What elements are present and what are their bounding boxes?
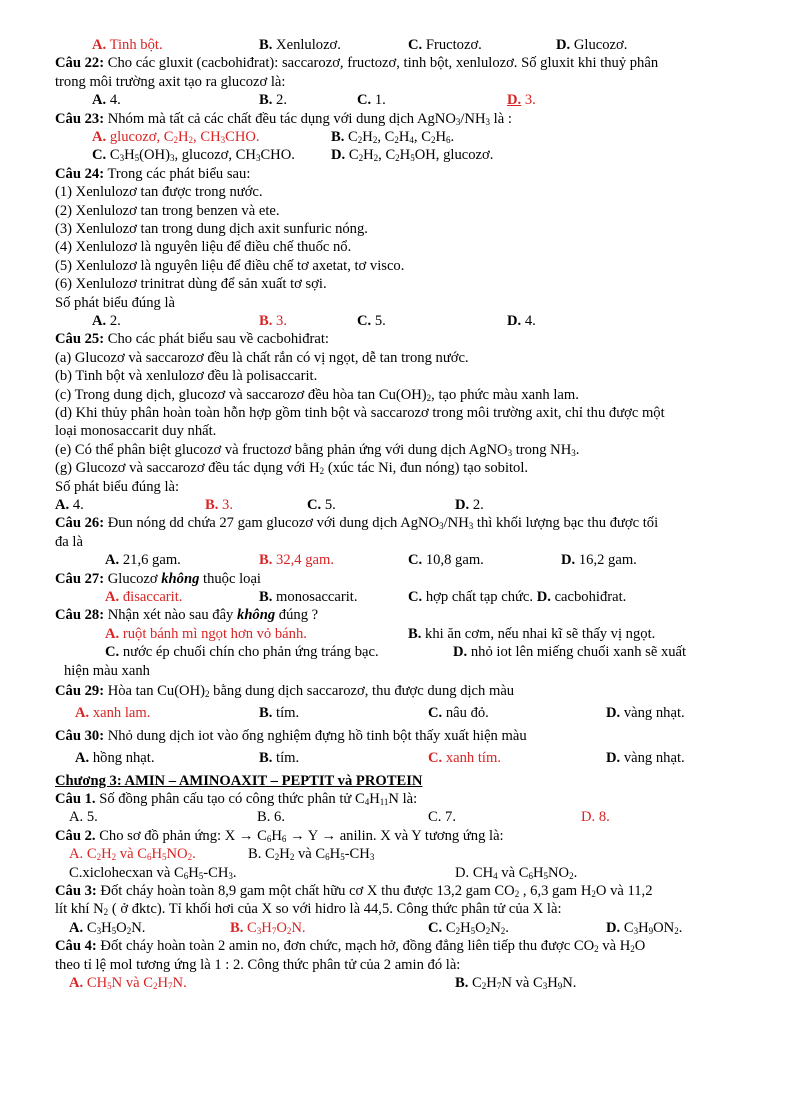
option: C.xiclohecxan và $C_6H_5-CH_3$. — [69, 864, 237, 881]
option: D. $C_2H_2$, $C_2H_5OH$, glucozơ. — [331, 147, 494, 164]
q21-options — [55, 36, 764, 54]
option: B. 2. — [259, 92, 287, 109]
q27-options — [55, 588, 764, 606]
question-30: Câu 30: Nhỏ dung dịch iot vào ống nghiệm đựng hồ tinh bột thấy xuất hiện màu — [55, 727, 527, 744]
option: B. 32,4 gam. — [259, 552, 335, 569]
option: C. 5. — [357, 313, 386, 330]
option: D. Glucozơ. — [556, 37, 628, 53]
statement: (1) Xenlulozơ tan được trong nước. — [55, 184, 263, 201]
option: A. $CH_5N$ và $C_2H_7N$. — [69, 975, 187, 992]
question-22-cont: trong môi trường axit tạo ra glucozơ là: — [55, 73, 286, 90]
question-26: Câu 26: Đun nóng dd chứa 27 gam glucozơ với dung dịch $AgNO_3/NH_3$ thì khối lượng bạc thu được tối — [55, 515, 659, 532]
option: B. monosaccarit. — [259, 589, 358, 606]
option: D. 4. — [507, 313, 536, 330]
statement: (4) Xenlulozơ là nguyên liệu để điều chế thuốc nổ. — [55, 239, 352, 256]
question-c3-1: Câu 1. Số đồng phân cấu tạo có công thức phân tử $C_4H_{11}N$ là: — [55, 791, 418, 808]
option: A. 21,6 gam. — [105, 552, 181, 569]
option: B. Xenlulozơ. — [259, 37, 341, 53]
option: C. nước ép chuối chín cho phản ứng tráng bạc. — [105, 644, 379, 661]
q22-options — [55, 91, 764, 109]
chapter-heading: Chương 3: AMIN – AMINOAXIT – PEPTIT và PROTEIN — [55, 772, 423, 789]
statement: Số phát biểu đúng là — [55, 294, 175, 311]
option: D. vàng nhạt. — [606, 705, 685, 722]
q26-options — [55, 551, 764, 569]
option: A. hồng nhạt. — [75, 750, 155, 767]
option: B. 3. — [259, 313, 287, 330]
option: B. $C_2H_2$ và $C_6H_5-CH_3$ — [248, 846, 375, 863]
question-29: Câu 29: Hòa $\tan Cu(OH)_2$ bằng dung dịch saccarozơ, thu được dung dịch màu — [55, 683, 515, 700]
c2-options-2 — [55, 864, 764, 882]
option: A. $C_2H_2$ và $C_6H_5NO_2$. — [69, 846, 196, 863]
option: A. 4. — [55, 497, 84, 514]
statement: (c) Trong dung dịch, glucozơ và saccarozơ đều hòa $\tan Cu(OH)_2$, tạo phức màu xanh lam. — [55, 386, 579, 403]
option: D. 8. — [581, 809, 610, 826]
option: C. 10,8 gam. — [408, 552, 484, 569]
option: C. nâu đỏ. — [428, 705, 489, 722]
c3-options — [55, 919, 764, 937]
q23-options-2 — [55, 146, 764, 164]
option: D. $CH_4$ và $C_6H_5NO_2$. — [455, 864, 578, 881]
question-c3-4: Câu 4: Đốt cháy hoàn toàn 2 amin no, đơn chức, mạch hở, đồng đẳng liên tiếp thu được $CO_2$ và $H_2O$ — [55, 938, 646, 955]
statement: Số phát biểu đúng là: — [55, 478, 180, 495]
option: A. $C_3H_5O_2N$. — [69, 919, 146, 936]
c1-options — [55, 808, 764, 826]
option: A. 4. — [92, 92, 121, 109]
option: B. $C_2H_2$, $C_2H_4$, $C_2H_6$. — [331, 129, 455, 145]
q28-options-1 — [55, 625, 764, 643]
question-22: Câu 22: Cho các gluxit (cacbohiđrat): saccarozơ, fructozơ, tinh bột, xenlulozơ. Số gluxit khi thuỷ phân — [55, 55, 659, 72]
question-23: Câu 23: Nhóm mà tất cả các chất đều tác dụng với dung dịch $AgNO_3/NH_3$ là : — [55, 110, 512, 127]
statement: (2) Xenlulozơ tan trong benzen và ete. — [55, 202, 280, 219]
statement: (6) Xenlulozơ trinitrat dùng để sản xuất tơ sợi. — [55, 276, 327, 293]
option: D. 3. — [507, 92, 536, 109]
question-c3-3: Câu 3: Đốt cháy hoàn toàn 8,9 gam một chất hữu cơ X thu được 13,2 gam $CO_2$ , 6,3 gam $H_2O$ và 11,2 — [55, 883, 653, 900]
question-28: Câu 28: Nhận xét nào sau đây không đúng ? — [55, 607, 319, 624]
q29-options — [55, 704, 764, 722]
option: D. vàng nhạt. — [606, 750, 685, 767]
statement: (g) Glucozơ và saccarozơ đều tác dụng với $H_2$ (xúc tác Ni, đun nóng) tạo sobitol. — [55, 460, 529, 477]
option-cont: hiện màu xanh — [64, 662, 150, 679]
q30-options — [55, 749, 764, 767]
option: A. 2. — [92, 313, 121, 330]
statement: (5) Xenlulozơ là nguyên liệu để điều chế tơ axetat, tơ visco. — [55, 257, 405, 274]
c4-options — [55, 974, 764, 992]
statement: (e) Có thể phân biệt glucozơ và fructozơ bằng phản ứng với dung dịch AgNO$_3$ trong $NH_3$. — [55, 441, 580, 458]
option: C. xanh tím. — [428, 750, 501, 767]
option: B. $C_2H_7N$ và $C_3H_9N$. — [455, 975, 577, 992]
option: B. 3. — [205, 497, 233, 514]
option: C. $C_3H_5(OH)_3$, glucozơ, $CH_3CHO$. — [92, 147, 295, 164]
option: C. $C_2H_5O_2N_2$. — [428, 919, 509, 936]
option: C. hợp chất tạp chức. D. cacbohiđrat. — [408, 589, 627, 606]
option: A. Tinh bột. — [92, 37, 163, 53]
q24-options — [55, 312, 764, 330]
option: C. Fructozơ. — [408, 37, 482, 53]
option: A. đisaccarit. — [105, 589, 183, 606]
option: D. $C_3H_9ON_2$. — [606, 919, 683, 936]
option: C. 7. — [428, 809, 456, 826]
question-24: Câu 24: Trong các phát biểu sau: — [55, 165, 251, 182]
option: D. 16,2 gam. — [561, 552, 637, 569]
question-27: Câu 27: Glucozơ không thuộc loại — [55, 570, 261, 587]
statement: (d) Khi thủy phân hoàn toàn hỗn hợp gồm tinh bột và saccarozơ trong môi trường axit, chỉ thu được một — [55, 405, 665, 422]
option: C. 1. — [357, 92, 386, 109]
arrow-icon: → — [290, 827, 305, 844]
statement: (b) Tinh bột và xenlulozơ đều là polisaccarit. — [55, 368, 318, 385]
option: B. tím. — [259, 750, 300, 767]
question-26-cont: đa là — [55, 533, 83, 550]
option: A. 5. — [69, 809, 98, 826]
option: B. 6. — [257, 809, 285, 826]
question-25: Câu 25: Cho các phát biểu sau về cacbohiđrat: — [55, 331, 329, 348]
option: A. xanh lam. — [75, 705, 151, 722]
option: D. nhỏ iot lên miếng chuối xanh sẽ xuất — [453, 644, 687, 661]
q23-options-1 — [55, 128, 764, 146]
statement: (3) Xenlulozơ tan trong dung dịch axit sunfuric nóng. — [55, 221, 368, 237]
option: B. khi ăn cơm, nếu nhai kĩ sẽ thấy vị ngọt. — [408, 625, 656, 642]
statement: (a) Glucozơ và saccarozơ đều là chất rắn có vị ngọt, dễ tan trong nước. — [55, 349, 469, 366]
arrow-icon: → — [238, 827, 254, 844]
question-c3-4-cont: theo tỉ lệ mol tương ứng là 1 : 2. Công thức phân tử của 2 amin đó là: — [55, 956, 461, 973]
option: A. ruột bánh mì ngọt hơn vỏ bánh. — [105, 625, 307, 642]
question-c3-2: Câu 2. Cho sơ đồ phản ứng: $X \to C_6H_6 \to Y$ → anilin. X và Y tương ứng là: — [55, 827, 504, 844]
c2-options-1 — [55, 845, 764, 863]
statement: loại monosaccarit duy nhất. — [55, 423, 217, 440]
option: B. tím. — [259, 705, 300, 722]
option: A. glucozơ, $C_2H_2$, $CH_3CHO$. — [92, 129, 260, 145]
q25-options — [55, 496, 764, 514]
option: B. $C_3H_7O_2N$. — [230, 919, 306, 936]
q28-options-2 — [55, 643, 764, 661]
question-c3-3-cont: lít khí $N_2$ ( ở đktc). Tỉ khối hơi của X so với hidro là 44,5. Công thức phân tử của X là: — [55, 901, 562, 918]
option: D. 2. — [455, 497, 484, 514]
arrow-icon: → — [321, 827, 337, 844]
option: C. 5. — [307, 497, 336, 514]
